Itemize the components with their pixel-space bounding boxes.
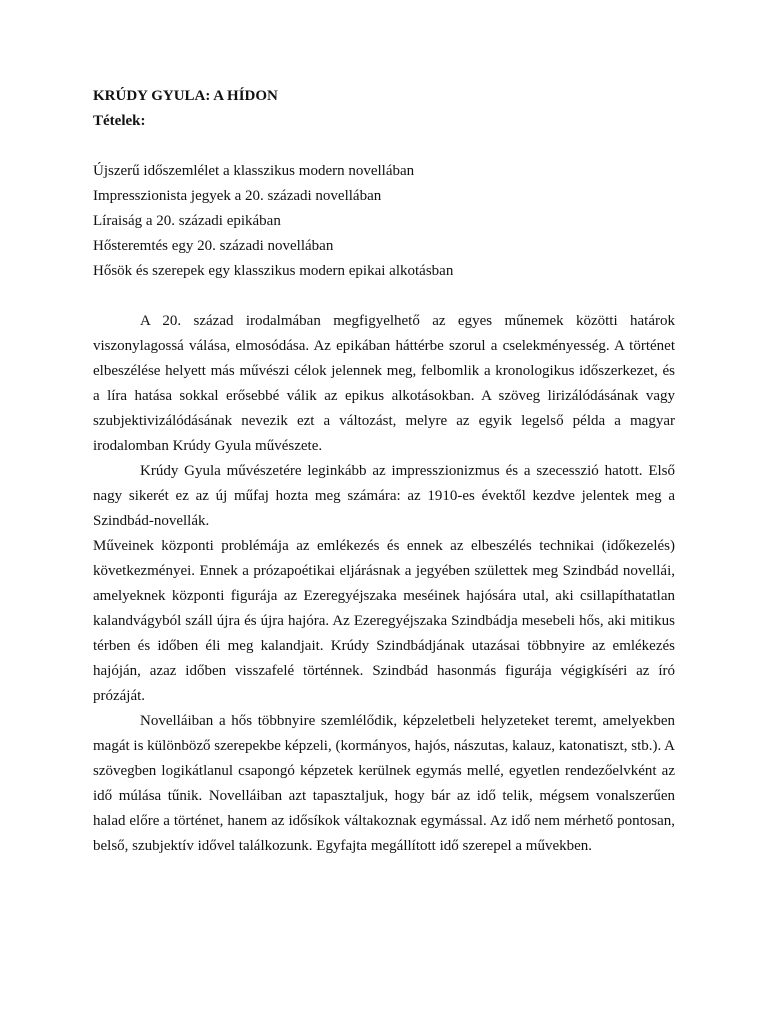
document-title: KRÚDY GYULA: A HÍDON	[93, 88, 278, 104]
document-page	[93, 84, 675, 859]
essay-body	[93, 309, 675, 859]
topic-list	[93, 159, 675, 284]
topic-item: Hősök és szerepek egy klasszikus modern epikai alkotásban	[93, 263, 454, 279]
body-paragraph: Novelláiban a hős többnyire szemlélődik, képzeletbeli helyzeteket teremt, amelyekben magát is különböző szerepekbe képzeli, (kormányos, hajós, nászutas, kalauz, katonatiszt, stb.). A szövegben logikátlanul csapongó képzetek kerülnek egymás mellé, egyetlen rendezőelvként az idő múlása tűnik. Novelláiban azt tapasztaljuk, hogy bár az idő telik, mégsem vonalszerűen halad előre a történet, hanem az idősíkok váltakoznak egymással. Az idő nem mérhető pontosan, belső, szubjektív idővel találkozunk. Egyfajta megállított idő szerepel a művekben.	[93, 713, 675, 854]
body-paragraph: A 20. század irodalmában megfigyelhető az egyes műnemek közötti határok viszonylagossá válása, elmosódása. Az epikában háttérbe szorul a cselekményesség. A történet elbeszélése helyett más művészi célok jelennek meg, felbomlik a kronologikus időszerkezet, és a líra hatása sokkal erősebbé válik az epikus alkotásokban. A szöveg lirizálódásának vagy szubjektivizálódásának nevezik ezt a változást, melyre az egyik legelső példa a magyar irodalomban Krúdy Gyula művészete.	[93, 313, 675, 454]
spacer	[93, 284, 675, 309]
topic-item: Líraiság a 20. századi epikában	[93, 213, 281, 229]
spacer	[93, 134, 675, 159]
topic-item: Impresszionista jegyek a 20. századi novellában	[93, 188, 382, 204]
topic-item: Hősteremtés egy 20. századi novellában	[93, 238, 334, 254]
body-paragraph: Műveinek központi problémája az emlékezés és ennek az elbeszélés technikai (időkezelés) következményei. Ennek a prózapoétikai eljárásnak a jegyében születtek meg Szindbád novellái, amelyeknek központi figurája az Ezeregyéjszaka meséinek hajósára utal, aki csillapíthatatlan kalandvágyból száll újra és újra hajóra. Az Ezeregyéjszaka Szindbádja mesebeli hős, aki mitikus térben és időben éli meg kalandjait. Krúdy Szindbádjának utazásai többnyire az emlékezés hajóján, azaz időben visszafelé történnek. Szindbád hasonmás figurája végigkíséri az író prózáját.	[93, 538, 675, 704]
body-paragraph: Krúdy Gyula művészetére leginkább az impresszionizmus és a szecesszió hatott. Első nagy sikerét ez az új műfaj hozta meg számára: az 1910-es évektől kezdve jelentek meg a Szindbád-novellák.	[93, 463, 675, 529]
topic-item: Újszerű időszemlélet a klasszikus modern novellában	[93, 163, 415, 179]
topics-heading: Tételek:	[93, 113, 146, 129]
